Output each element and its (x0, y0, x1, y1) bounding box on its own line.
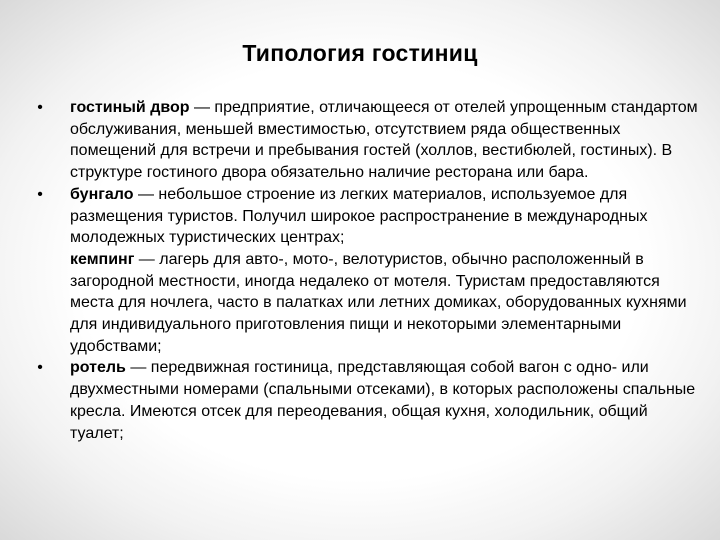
bullet-icon: • (37, 359, 43, 377)
bullet-icon: • (37, 185, 43, 203)
list-item-rotel (30, 357, 700, 444)
definition-paragraph (70, 357, 700, 444)
bullet-list (30, 97, 700, 444)
list-item-bungalo (30, 184, 700, 358)
definition-text: — небольшое строение из легких материалов, используемое для размещения туристов. Получил широкое распространение в международных молодежных туристических центрах; (70, 185, 648, 247)
term-label: бунгало (70, 185, 134, 203)
term-label: кемпинг (70, 250, 135, 268)
definition-paragraph (70, 184, 700, 249)
definition-text: — лагерь для авто-, мото-, велотуристов, обычно расположенный в загородной местности, иногда недалеко от мотеля. Туристам предоставляются места для ночлега, часто в палатках или летних домиках, оборудованных кухнями для индивидуального приготовления пищи и некоторыми элементарными удобствами; (70, 250, 687, 355)
definition-paragraph (70, 97, 700, 184)
bullet-icon: • (37, 99, 43, 116)
slide-title: Типология гостиниц (242, 40, 478, 66)
term-label: ротель (70, 359, 126, 377)
term-label: гостиный двор (70, 99, 190, 116)
definition-paragraph (70, 249, 700, 358)
definition-text: — передвижная гостиница, представляющая собой вагон с одно- или двухместными номерами (спальными отсеками), в которых расположены спальные кресла. Имеются отсек для переодевания, общая кухня, холодильник, общий туалет; (70, 359, 696, 442)
list-item-gostiny-dvor (30, 97, 700, 184)
definition-text: — предприятие, отличающееся от отелей упрощенным стандартом обслуживания, меньшей вместимостью, отсутствием ряда общественных помещений для встречи и пребывания гостей (холлов, вестибюлей, гостиных). В структуре гостиного двора обязательно наличие ресторана или бара. (70, 99, 698, 182)
